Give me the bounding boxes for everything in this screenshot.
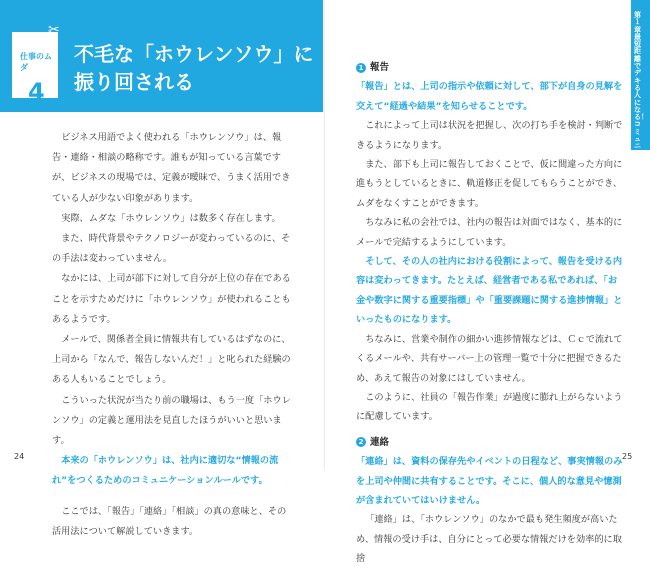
paragraph: また、部下も上司に報告しておくことで、仮に間違った方向に進もうとしているときに、軌道修正を促してもらうことができ、ムダをなくすことができます。 (356, 159, 623, 209)
section-lead: 「報告」とは、上司の指示や依頼に対して、部下が自身の見解を交えて“経過や結果”を知らせることです。 (356, 81, 623, 112)
paragraph: こういった状況が当たり前の職場は、もう一度「ホウレンソウ」の定義と運用法を見直したほうがいいと思います。 (52, 394, 291, 447)
section-heading-report (356, 58, 624, 77)
paragraph: ちなみに私の会社では、社内の報告は対面ではなく、基本的にメールで完結するようにしています。 (356, 217, 623, 248)
chapter-header (0, 0, 325, 112)
chapter-title-line-1: 不毛な「ホウレンソウ」に (74, 42, 314, 66)
section-lead: 「連絡」は、資料の保存先やイベントの日程など、事実情報のみを上司や仲間に共有することです。そこに、個人的な意見や憶測が含まれていてはいけません。 (356, 456, 623, 506)
paragraph: これによって上司は状況を把握し、次の打ち手を検討・判断できるようになります。 (356, 120, 623, 151)
section-title: 連絡 (370, 436, 390, 448)
paragraph: ちなみに、営業や制作の細かい進捗情報などは、Ｃｃで流れてくるメールや、共有サーバー上の管理一覧で十分に把握できるため、あえて報告の対象にはしていません。 (356, 333, 623, 384)
section-number: 2 (356, 437, 366, 447)
paragraph: ここでは、「報告」「連絡」「相談」の真の意味と、その活用法について解説していきます。 (52, 505, 287, 537)
left-body (52, 128, 292, 542)
highlighted-paragraph: そして、その人の社内における役割によって、報告を受ける内容は変わってきます。たとえば、経営者である私であれば、「お金や数字に関する重要指標」や「重要課題に関する進捗情報」といったものになります。 (356, 256, 623, 326)
paragraph: 「連絡」は、「ホウレンソウ」のなかで最も発生頻度が高いため、情報の受け手は、自分にとって必要な情報だけを効率的に取捨 (356, 514, 622, 565)
scissors-icon: ✂ (48, 22, 60, 38)
section-number: 1 (356, 63, 366, 73)
paragraph: ビジネス用語でよく使われる「ホウレンソウ」は、報告・連絡・相談の略称です。誰もが知っている言葉ですが、ビジネスの現場では、定義が曖昧で、うまく活用できている人が少ない印象があります。 (52, 132, 291, 204)
highlighted-paragraph: 本来の「ホウレンソウ」は、社内に適切な“情報の流れ”をつくるためのコミュニケーションルールです。 (52, 455, 279, 487)
section-heading-contact (356, 433, 624, 452)
right-body (356, 58, 624, 569)
chapter-number: 4 (28, 78, 45, 106)
paragraph: メールで、関係者全員に情報共有しているはずなのに、上司から「なんで、報告しないんだ！」と叱られた経験のある人もいることでしょう。 (52, 334, 291, 386)
page-number-right: 25 (622, 452, 633, 461)
paragraph: このように、社員の「報告作業」が過度に膨れ上がらないように配慮しています。 (356, 391, 623, 423)
page-number-left: 24 (14, 452, 25, 461)
side-tab-text: 第１章 最短距離でデキる人になる！ コミュニケーション編 (634, 11, 648, 195)
chapter-title-line-2: 振り回される (74, 70, 194, 94)
paragraph: また、時代背景やテクノロジーが変わっているのに、その手法は変わっていません。 (52, 233, 291, 265)
chapter-badge (10, 30, 60, 106)
paragraph: なかには、上司が部下に対して自分が上位の存在であることを示すためだけに「ホウレンソウ」が使われることもあるようです。 (52, 273, 291, 325)
badge-label: 仕事のムダ (20, 52, 52, 72)
left-page (0, 0, 325, 537)
section-title: 報告 (370, 62, 390, 73)
paragraph: 実際、ムダな「ホウレンソウ」は数多く存在します。 (61, 212, 281, 224)
